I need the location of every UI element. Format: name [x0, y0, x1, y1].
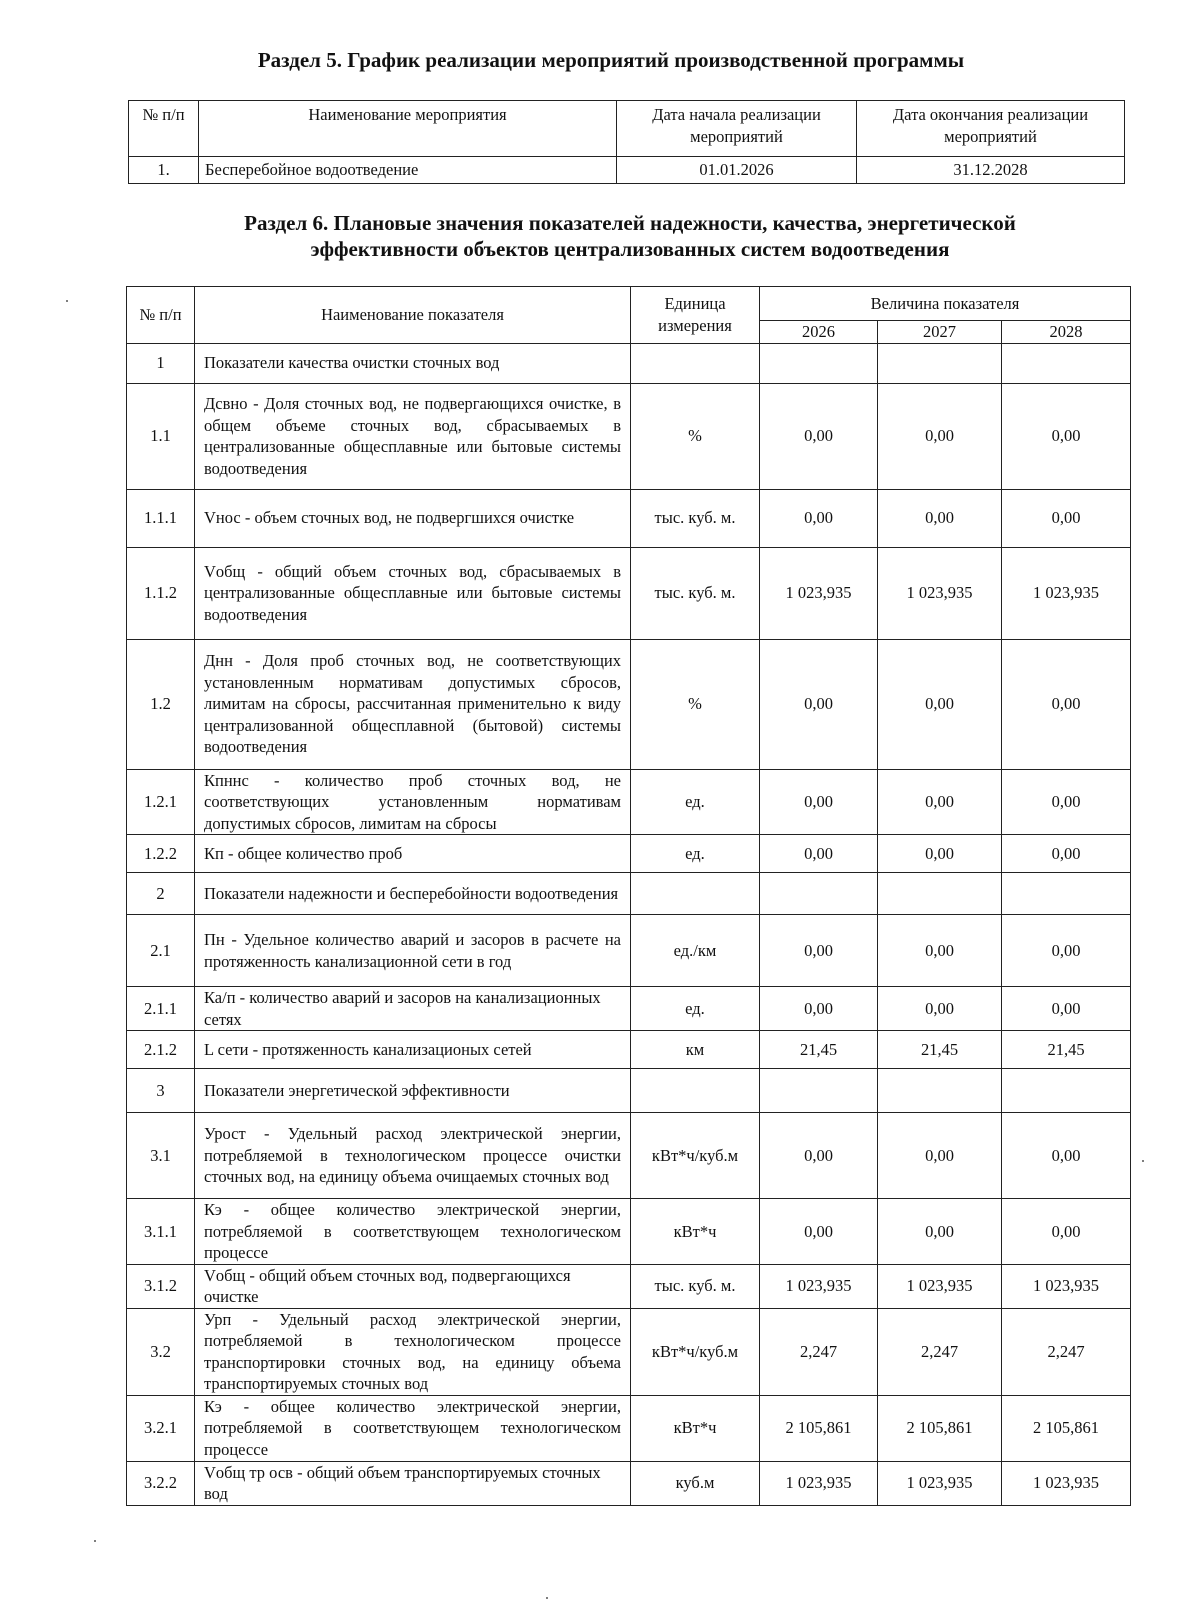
value-2027: 2 105,861	[878, 1395, 1002, 1461]
value-2026	[760, 1069, 878, 1113]
indicator-num: 3.1.2	[127, 1264, 195, 1308]
indicator-row	[127, 835, 1131, 873]
value-2027: 0,00	[878, 915, 1002, 987]
value-2026: 0,00	[760, 769, 878, 835]
indicator-num: 3.1	[127, 1113, 195, 1199]
schedule-num: 1.	[129, 157, 199, 184]
indicator-unit: км	[631, 1031, 760, 1069]
indicator-name: Vнос - объем сточных вод, не подвергшихся очистке	[195, 489, 631, 547]
scan-speck	[546, 1597, 548, 1599]
value-2027: 0,00	[878, 769, 1002, 835]
indicator-row	[127, 987, 1131, 1031]
scan-speck	[94, 1540, 96, 1542]
value-2026: 0,00	[760, 1199, 878, 1265]
value-2028: 2 105,861	[1002, 1395, 1131, 1461]
col-header-unit: Единица измерения	[631, 287, 760, 344]
value-2027: 2,247	[878, 1308, 1002, 1395]
year-header: 2026	[760, 321, 878, 344]
value-2027: 1 023,935	[878, 1264, 1002, 1308]
year-header: 2027	[878, 321, 1002, 344]
indicator-row	[127, 383, 1131, 489]
indicator-row	[127, 1069, 1131, 1113]
indicator-name: Vобщ - общий объем сточных вод, подвергающихся очистке	[195, 1264, 631, 1308]
section6-title-line1: Раздел 6. Плановые значения показателей надежности, качества, энергетической	[244, 211, 1016, 235]
value-2027: 1 023,935	[878, 1461, 1002, 1505]
value-2028: 0,00	[1002, 915, 1131, 987]
value-2028: 21,45	[1002, 1031, 1131, 1069]
schedule-header-row	[129, 101, 1125, 157]
indicator-num: 1.1.2	[127, 547, 195, 639]
indicator-name: Ка/п - количество аварий и засоров на канализационных сетях	[195, 987, 631, 1031]
scan-speck	[1142, 1160, 1144, 1162]
col-header-name: Наименование показателя	[195, 287, 631, 344]
value-2028: 0,00	[1002, 1113, 1131, 1199]
indicator-name: Пн - Удельное количество аварий и засоров в расчете на протяженность канализационной сети в год	[195, 915, 631, 987]
indicator-row	[127, 1113, 1131, 1199]
indicator-unit: кВт*ч/куб.м	[631, 1113, 760, 1199]
indicator-row	[127, 489, 1131, 547]
indicator-name: Кэ - общее количество электрической энергии, потребляемой в соответствующем технологическом процессе	[195, 1199, 631, 1265]
value-2027	[878, 873, 1002, 915]
value-2026: 2 105,861	[760, 1395, 878, 1461]
indicator-unit	[631, 343, 760, 383]
value-2028: 0,00	[1002, 1199, 1131, 1265]
value-2026: 0,00	[760, 383, 878, 489]
indicator-num: 2.1.2	[127, 1031, 195, 1069]
indicator-unit: тыс. куб. м.	[631, 547, 760, 639]
value-2026: 0,00	[760, 639, 878, 769]
col-header-value: Величина показателя	[760, 287, 1131, 321]
indicator-name: Дсвно - Доля сточных вод, не подвергающихся очистке, в общем объеме сточных вод, сбрасываемых в централизованные общесплавные или бытовые системы водоотведения	[195, 383, 631, 489]
value-2028: 1 023,935	[1002, 547, 1131, 639]
section5-title: Раздел 5. График реализации мероприятий производственной программы	[257, 48, 965, 72]
indicator-num: 1	[127, 343, 195, 383]
value-2028: 0,00	[1002, 987, 1131, 1031]
indicator-row	[127, 639, 1131, 769]
value-2028	[1002, 1069, 1131, 1113]
value-2027: 1 023,935	[878, 547, 1002, 639]
col-header-start: Дата начала реализации мероприятий	[617, 101, 857, 157]
value-2026	[760, 873, 878, 915]
col-header-num: № п/п	[129, 101, 199, 157]
indicators-table	[126, 286, 1131, 1506]
indicator-unit	[631, 1069, 760, 1113]
indicator-num: 2.1.1	[127, 987, 195, 1031]
value-2027: 0,00	[878, 383, 1002, 489]
value-2026: 1 023,935	[760, 1461, 878, 1505]
indicator-name: Урост - Удельный расход электрической энергии, потребляемой в технологическом процессе очистки сточных вод, на единицу объема очищаемых сточных вод	[195, 1113, 631, 1199]
indicator-row	[127, 343, 1131, 383]
schedule-row	[129, 157, 1125, 184]
indicator-unit: ед.	[631, 987, 760, 1031]
indicator-num: 3.2	[127, 1308, 195, 1395]
indicator-num: 3.2.2	[127, 1461, 195, 1505]
value-2028: 0,00	[1002, 835, 1131, 873]
indicator-row	[127, 1461, 1131, 1505]
schedule-table	[128, 100, 1125, 184]
indicator-unit	[631, 873, 760, 915]
indicator-row	[127, 1199, 1131, 1265]
indicator-row	[127, 1031, 1131, 1069]
indicator-unit: кВт*ч/куб.м	[631, 1308, 760, 1395]
indicator-name: Vобщ - общий объем сточных вод, сбрасываемых в централизованные общесплавные или бытовые системы водоотведения	[195, 547, 631, 639]
indicator-name: Кп - общее количество проб	[195, 835, 631, 873]
value-2028: 1 023,935	[1002, 1461, 1131, 1505]
indicator-num: 1.1	[127, 383, 195, 489]
value-2028	[1002, 343, 1131, 383]
indicator-num: 2.1	[127, 915, 195, 987]
indicator-unit: кВт*ч	[631, 1395, 760, 1461]
value-2027: 0,00	[878, 639, 1002, 769]
indicator-name: Показатели энергетической эффективности	[195, 1069, 631, 1113]
value-2027: 0,00	[878, 1113, 1002, 1199]
indicator-name: Vобщ тр осв - общий объем транспортируемых сточных вод	[195, 1461, 631, 1505]
value-2026	[760, 343, 878, 383]
year-header: 2028	[1002, 321, 1131, 344]
indicator-name: Урп - Удельный расход электрической энергии, потребляемой в технологическом процессе транспортировки сточных вод, на единицу объема транспортируемых сточных вод	[195, 1308, 631, 1395]
value-2028: 0,00	[1002, 639, 1131, 769]
indicator-row	[127, 873, 1131, 915]
schedule-name: Бесперебойное водоотведение	[199, 157, 617, 184]
indicator-name: Днн - Доля проб сточных вод, не соответствующих установленным нормативам допустимых сбросов, лимитам на сбросы, рассчитанная применительно к виду централизованной общесплавной (бытовой) системы водоотведения	[195, 639, 631, 769]
indicator-unit: ед.	[631, 835, 760, 873]
value-2026: 0,00	[760, 489, 878, 547]
value-2026: 1 023,935	[760, 547, 878, 639]
indicator-name: Показатели надежности и бесперебойности водоотведения	[195, 873, 631, 915]
value-2026: 0,00	[760, 915, 878, 987]
value-2026: 0,00	[760, 987, 878, 1031]
indicator-row	[127, 915, 1131, 987]
scan-speck	[66, 300, 68, 302]
indicator-unit: %	[631, 639, 760, 769]
value-2026: 0,00	[760, 1113, 878, 1199]
col-header-name: Наименование мероприятия	[199, 101, 617, 157]
indicator-name: Показатели качества очистки сточных вод	[195, 343, 631, 383]
indicator-num: 2	[127, 873, 195, 915]
value-2027: 0,00	[878, 987, 1002, 1031]
value-2028: 0,00	[1002, 769, 1131, 835]
value-2027: 0,00	[878, 489, 1002, 547]
indicator-unit: %	[631, 383, 760, 489]
value-2028: 0,00	[1002, 489, 1131, 547]
value-2027: 21,45	[878, 1031, 1002, 1069]
indicator-unit: тыс. куб. м.	[631, 489, 760, 547]
value-2026: 1 023,935	[760, 1264, 878, 1308]
value-2027: 0,00	[878, 1199, 1002, 1265]
indicator-num: 1.2.1	[127, 769, 195, 835]
indicator-unit: ед.	[631, 769, 760, 835]
indicator-row	[127, 547, 1131, 639]
indicator-num: 1.2	[127, 639, 195, 769]
indicator-row	[127, 1264, 1131, 1308]
indicator-name: Кпннс - количество проб сточных вод, не соответствующих установленным нормативам допустимых сбросов, лимитам на сбросы	[195, 769, 631, 835]
indicator-num: 3	[127, 1069, 195, 1113]
value-2028: 0,00	[1002, 383, 1131, 489]
indicator-unit: ед./км	[631, 915, 760, 987]
indicator-num: 1.2.2	[127, 835, 195, 873]
value-2026: 21,45	[760, 1031, 878, 1069]
col-header-num: № п/п	[127, 287, 195, 344]
value-2027	[878, 1069, 1002, 1113]
value-2027	[878, 343, 1002, 383]
indicator-num: 3.1.1	[127, 1199, 195, 1265]
indicator-unit: кВт*ч	[631, 1199, 760, 1265]
value-2026: 2,247	[760, 1308, 878, 1395]
indicator-row	[127, 1308, 1131, 1395]
indicator-num: 3.2.1	[127, 1395, 195, 1461]
schedule-start: 01.01.2026	[617, 157, 857, 184]
indicator-unit: тыс. куб. м.	[631, 1264, 760, 1308]
value-2028	[1002, 873, 1131, 915]
indicator-num: 1.1.1	[127, 489, 195, 547]
section6-title-line2: эффективности объектов централизованных систем водоотведения	[310, 237, 950, 261]
indicator-row	[127, 1395, 1131, 1461]
indicator-name: Кэ - общее количество электрической энергии, потребляемой в соответствующем технологическом процессе	[195, 1395, 631, 1461]
indicator-name: L сети - протяженность канализационых сетей	[195, 1031, 631, 1069]
schedule-end: 31.12.2028	[857, 157, 1125, 184]
indicators-header-row	[127, 287, 1131, 321]
value-2027: 0,00	[878, 835, 1002, 873]
value-2026: 0,00	[760, 835, 878, 873]
indicator-unit: куб.м	[631, 1461, 760, 1505]
value-2028: 2,247	[1002, 1308, 1131, 1395]
col-header-end: Дата окончания реализации мероприятий	[857, 101, 1125, 157]
indicator-row	[127, 769, 1131, 835]
section6-title	[150, 210, 1110, 262]
value-2028: 1 023,935	[1002, 1264, 1131, 1308]
